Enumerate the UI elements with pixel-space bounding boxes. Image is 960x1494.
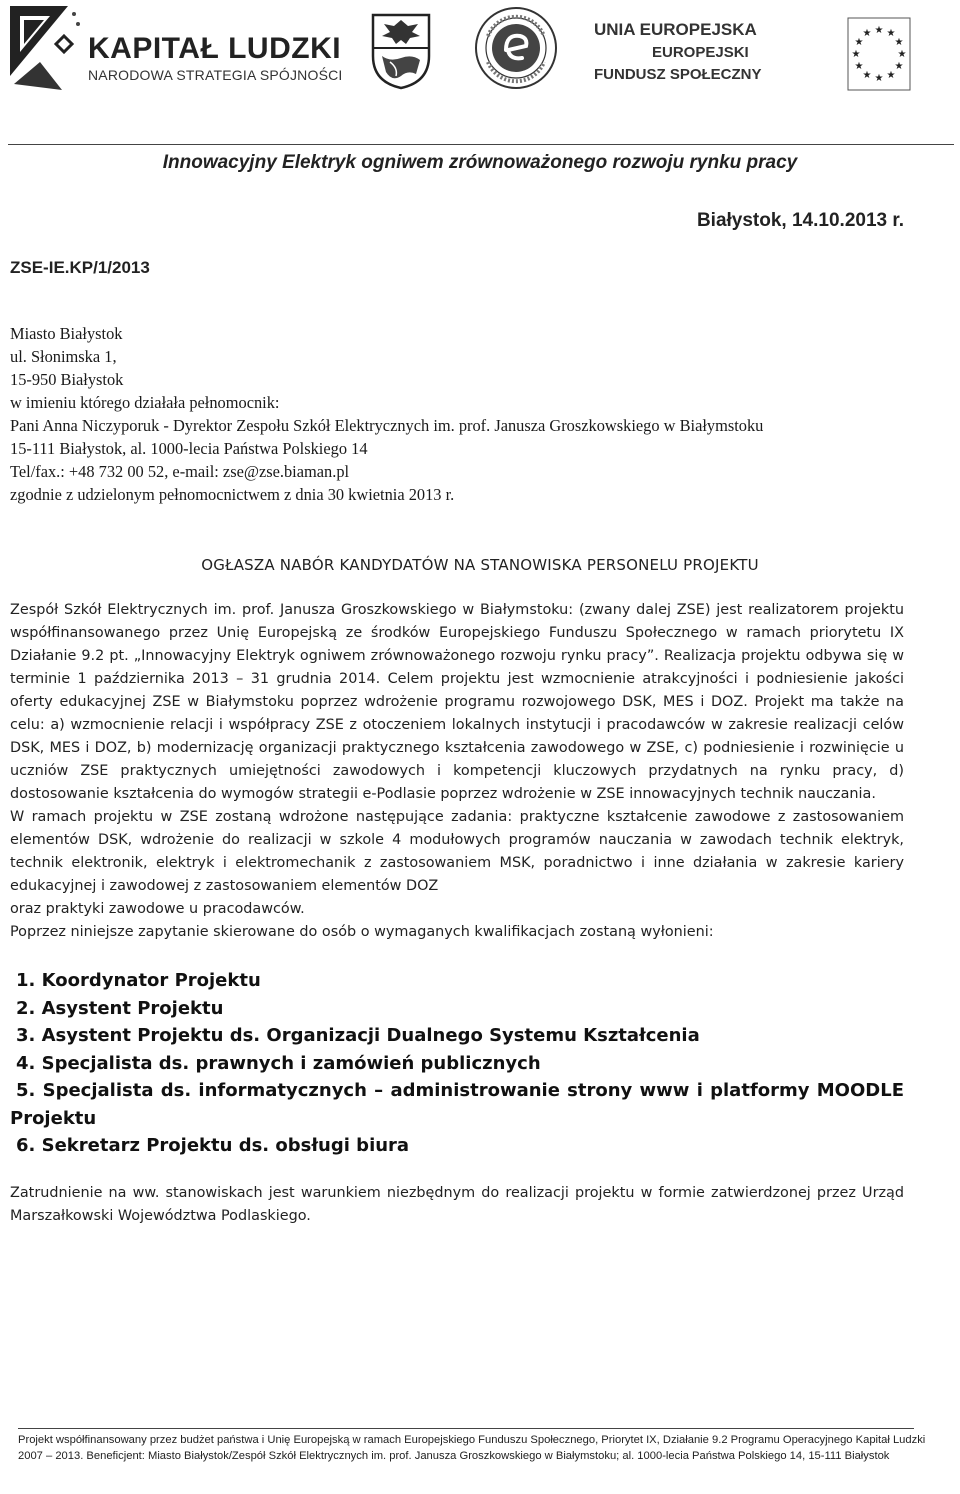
position-item: 5. Specjalista ds. informatycznych – administrowanie strony www i platformy MOODLE Projektu bbox=[10, 1080, 904, 1129]
address-line: 15-111 Białystok, al. 1000-lecia Państwa Polskiego 14 bbox=[10, 439, 368, 458]
svg-text:★: ★ bbox=[894, 61, 904, 72]
svg-text:★: ★ bbox=[886, 28, 896, 39]
kapital-ludzki-mark-icon bbox=[10, 6, 84, 92]
address-line: ul. Słonimska 1, bbox=[10, 347, 117, 366]
svg-text:★: ★ bbox=[854, 61, 864, 72]
coat-of-arms-icon bbox=[370, 12, 432, 90]
body-text bbox=[10, 599, 904, 944]
address-line: Pani Anna Niczyporuk - Dyrektor Zespołu Szkół Elektrycznych im. prof. Janusza Groszkowskiego w Białymstoku bbox=[10, 416, 764, 435]
kapital-ludzki-title: KAPITAŁ LUDZKI bbox=[88, 32, 342, 65]
address-line: 15-950 Białystok bbox=[10, 370, 124, 389]
eu-logo-line2: EUROPEJSKI bbox=[652, 44, 749, 61]
footer bbox=[18, 1432, 938, 1464]
svg-text:★: ★ bbox=[894, 37, 904, 48]
eu-flag-stars-icon bbox=[744, 16, 914, 96]
address-line: zgodnie z udzielonym pełnomocnictwem z dnia 30 kwietnia 2013 r. bbox=[10, 485, 455, 504]
project-title: Innowacyjny Elektryk ogniwem zrównoważonego rozwoju rynku pracy bbox=[162, 152, 798, 173]
svg-text:★: ★ bbox=[862, 70, 872, 81]
address-block bbox=[10, 322, 940, 506]
address-line: Tel/fax.: +48 732 00 52, e-mail: zse@zse.biaman.pl bbox=[10, 462, 350, 481]
employment-note: Zatrudnienie na ww. stanowiskach jest warunkiem niezbędnym do realizacji projektu w formie zatwierdzonej przez Urząd Marszałkowski Województwa Podlaskiego. bbox=[10, 1185, 904, 1224]
paragraph: Poprzez niniejsze zapytanie skierowane do osób o wymaganych kwalifikacjach zostaną wyłonieni: bbox=[10, 924, 714, 940]
svg-text:★: ★ bbox=[874, 73, 884, 84]
position-item: 3. Asystent Projektu ds. Organizacji Dualnego Systemu Kształcenia bbox=[16, 1025, 700, 1046]
header-divider bbox=[8, 144, 954, 145]
footer-line: 2007 – 2013. Beneficjent: Miasto Białystok/Zespół Szkół Elektrycznych im. prof. Janusza Groszkowskiego w Białymstoku; al. 1000-lecia Państwa Polskiego 14, 15-111 Białystok bbox=[18, 1450, 890, 1462]
svg-text:★: ★ bbox=[854, 37, 864, 48]
paragraph: oraz praktyki zawodowe u pracodawców. bbox=[10, 901, 305, 917]
paragraph: Zespół Szkół Elektrycznych im. prof. Janusza Groszkowskiego w Białymstoku: (zwany dalej ZSE) jest realizatorem projektu współfinansowanego przez Unię Europejską ze środków Europejskiego Funduszu Społecznego w ramach priorytetu IX Działanie 9.2 pt. „Innowacyjny Elektryk ogniwem zrównoważonego rozwoju rynku pracy”. Realizacja projektu odbywa się w terminie 1 października 2013 – 31 grudnia 2014. Celem projektu jest wzmocnienie atrakcyjności i podniesienie jakości oferty edukacyjnej ZSE w Białymstoku poprzez wdrożenie programu rozwojowego DSK, MES i DOZ. Projekt ma także na celu: a) wzmocnienie relacji i współpracy ZSE z otoczeniem lokalnych instytucji i pracodawców w zakresie realizacji celów DSK, MES i DOZ, b) modernizację organizacji praktycznego kształcenia zawodowego w ZSE, c) podniesienie i rozwinięcie u uczniów ZSE praktycznych umiejętności zawodowych i kompetencji kluczowych przydatnych na rynku pracy, d) dostosowanie kształcenia do wymogów strategii e-Podlasie poprzez wdrożenie w ZSE innowacyjnych technik nauczania. bbox=[10, 602, 904, 802]
position-item: 1. Koordynator Projektu bbox=[16, 970, 261, 991]
reference-number: ZSE-IE.KP/1/2013 bbox=[10, 258, 150, 277]
footer-divider bbox=[18, 1428, 914, 1429]
eu-logo-line1: UNIA EUROPEJSKA bbox=[594, 20, 757, 39]
paragraph: W ramach projektu w ZSE zostaną wdrożone następujące zadania: praktyczne kształcenie zawodowe z zastosowaniem elementów DSK, wdrożenie do realizacji w szkole 4 modułowych programów nauczania w zawodach technik elektryk, technik elektronik, elektryk i elektromechanik z zastosowaniem MSK, poradnictwo i inne działania w zakresie kariery edukacyjnej i zawodowej z zastosowaniem elementów DOZ bbox=[10, 809, 904, 894]
eu-logo bbox=[594, 16, 914, 96]
document-date: Białystok, 14.10.2013 r. bbox=[696, 210, 904, 231]
address-line: w imieniu którego działała pełnomocnik: bbox=[10, 393, 280, 412]
announcement-heading: OGŁASZA NABÓR KANDYDATÓW NA STANOWISKA PERSONELU PROJEKTU bbox=[201, 556, 759, 574]
positions-list bbox=[10, 967, 904, 1160]
kapital-ludzki-logo bbox=[10, 6, 350, 92]
svg-text:★: ★ bbox=[886, 70, 896, 81]
footer-line: Projekt współfinansowany przez budżet państwa i Unię Europejską w ramach Europejskiego Funduszu Społecznego, Priorytet IX, Działanie 9.2 Programu Operacyjnego Kapitał Ludzki bbox=[18, 1434, 926, 1446]
eu-logo-line3: FUNDUSZ SPOŁECZNY bbox=[594, 66, 762, 83]
position-item: 4. Specjalista ds. prawnych i zamówień publicznych bbox=[16, 1052, 541, 1074]
svg-text:★: ★ bbox=[851, 49, 861, 60]
address-line: Miasto Białystok bbox=[10, 324, 123, 343]
position-item: 2. Asystent Projektu bbox=[16, 997, 224, 1019]
zse-seal-icon bbox=[474, 6, 558, 90]
svg-text:★: ★ bbox=[862, 28, 872, 39]
kapital-ludzki-subtitle: NARODOWA STRATEGIA SPÓJNOŚCI bbox=[88, 67, 343, 83]
position-item: 6. Sekretarz Projektu ds. obsługi biura bbox=[16, 1135, 410, 1156]
svg-text:★: ★ bbox=[897, 49, 907, 60]
svg-text:★: ★ bbox=[874, 25, 884, 36]
